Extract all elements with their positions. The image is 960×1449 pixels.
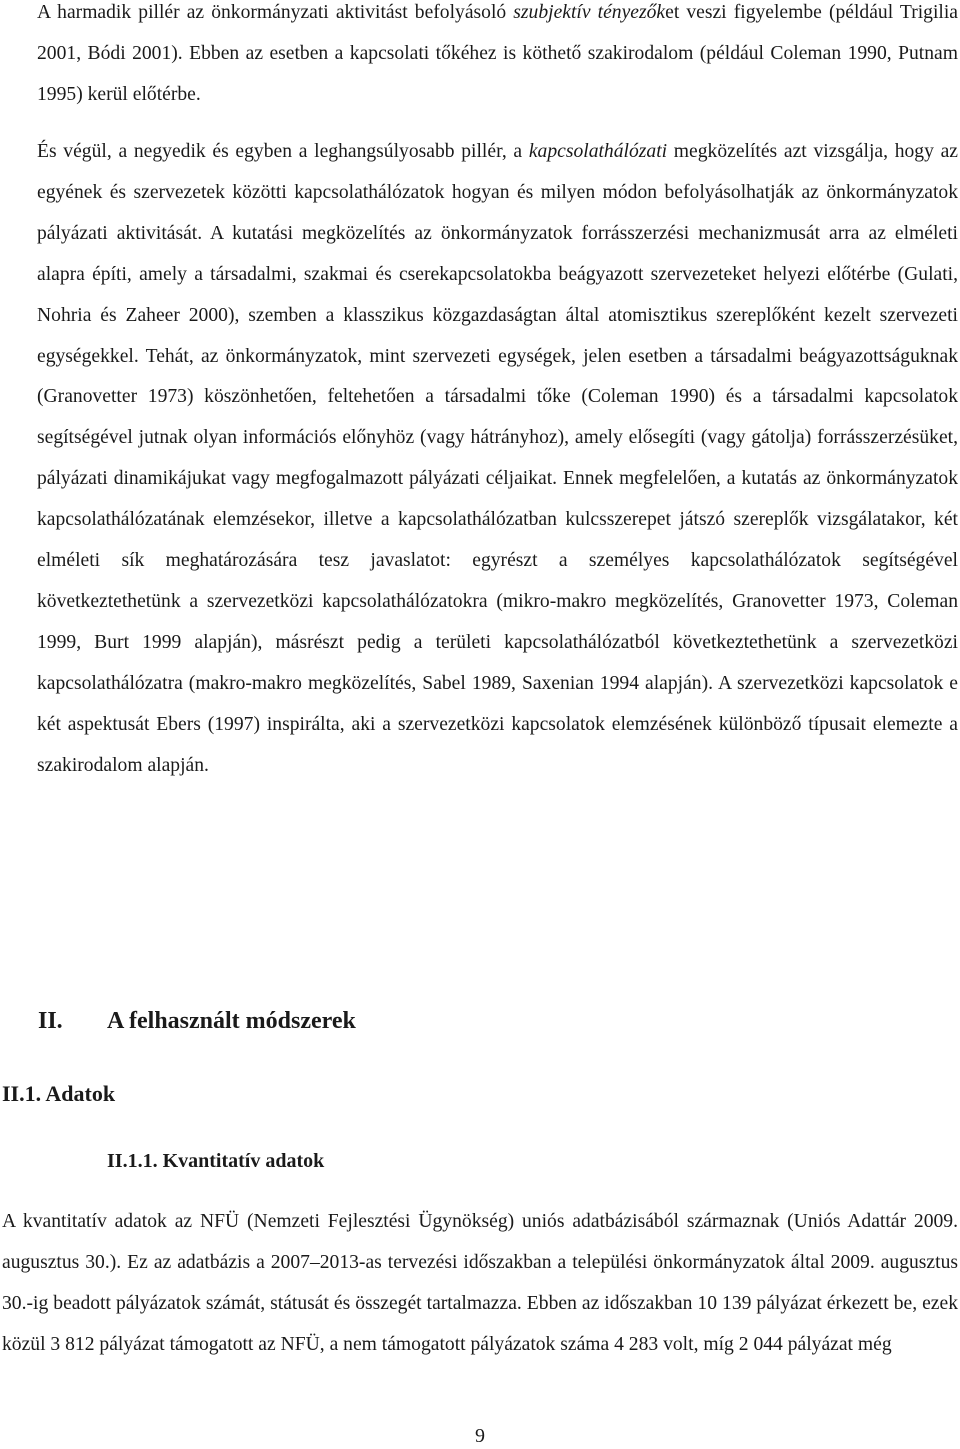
paragraph-fourth-pillar — [37, 132, 958, 787]
page-number: 9 — [475, 1425, 485, 1447]
paragraph-text: A kvantitatív adatok az NFÜ (Nemzeti Fejlesztési Ügynökség) uniós adatbázisából származnak (Uniós Adattár 2009. augusztus 30.). Ez az adatbázis a 2007–2013-as tervezési időszakban a települési önkormányzatok által 2009. augusztus 30.-ig beadott pályázatok számát, státusát és összegét tartalmazza. Ebben az időszakban 10 139 pályázat érkezett be, ezek közül 3 812 pályázat támogatott az NFÜ, a nem támogatott pályázatok száma 4 283 volt, míg 2 044 pályázat még — [2, 1211, 958, 1355]
emphasis-text: kapcsolathálózati — [528, 141, 668, 162]
subsubsection-heading: II.1.1. Kvantitatív adatok — [107, 1150, 325, 1172]
subsection-heading: II.1. Adatok — [2, 1081, 116, 1106]
paragraph-text: A harmadik pillér az önkormányzati aktivitást befolyásoló — [37, 2, 514, 23]
paragraph-text: És végül, a negyedik és egyben a leghangsúlyosabb pillér, a — [37, 141, 529, 162]
paragraph-quantitative-data — [2, 1202, 958, 1366]
section-heading — [38, 1008, 356, 1035]
section-number: II. — [38, 1008, 63, 1034]
paragraph-third-pillar — [37, 0, 958, 116]
emphasis-text: szubjektív tényezők — [513, 2, 666, 23]
paragraph-text: megközelítés azt vizsgálja, hogy az egyének és szervezetek közötti kapcsolathálózatok hogyan és milyen módon befolyásolhatják az önkormányzatok pályázati aktivitását. A kutatási megközelítés az önkormányzatok forrásszerzési mechanizmusát arra az elméleti alapra építi, amely a társadalmi, szakmai és cserekapcsolatokba beágyazott szervezeteket helyezi előtérbe (Gulati, Nohria és Zaheer 2000), szemben a klasszikus közgazdaságtan által atomisztikus szereplőként kezelt szervezeti egységekkel. Tehát, az önkormányzatok, mint szervezeti egységek, jelen esetben a társadalmi beágyazottságuknak (Granovetter 1973) köszönhetően, feltehetően a társadalmi tőke (Coleman 1990) és a társadalmi kapcsolatok segítségével jutnak olyan információs előnyhöz (vagy hátrányhoz), amely elősegíti (vagy gátolja) forrásszerzésüket, pályázati dinamikájukat vagy megfogalmazott pályázati céljaikat. Ennek megfelelően, a kutatás az önkormányzatok kapcsolathálózatának elemzésekor, illetve a kapcsolathálózatban kulcsszerepet játszó szereplők vizsgálatakor, két elméleti sík meghatározására tesz javaslatot: egyrészt a személyes kapcsolathálózatok segítségével következtethetünk a szervezetközi kapcsolathálózatokra (mikro-makro megközelítés, Granovetter 1973, Coleman 1999, Burt 1999 alapján), másrészt pedig a területi kapcsolathálózatból következtethetünk a szervezetközi kapcsolathálózatra (makro-makro megközelítés, Sabel 1989, Saxenian 1994 alapján). A szervezetközi kapcsolatok e két aspektusát Ebers (1997) inspirálta, aki a szervezetközi kapcsolatok elemzésének különböző típusait elemezte a szakirodalom alapján. — [37, 141, 958, 776]
section-title: A felhasznált módszerek — [107, 1008, 356, 1034]
paragraph-text: et veszi figyelembe (például Trigilia 2001, Bódi 2001). Ebben az esetben a kapcsolati tőkéhez is köthető szakirodalom (például Coleman 1990, Putnam 1995) kerül előtérbe. — [37, 2, 958, 105]
